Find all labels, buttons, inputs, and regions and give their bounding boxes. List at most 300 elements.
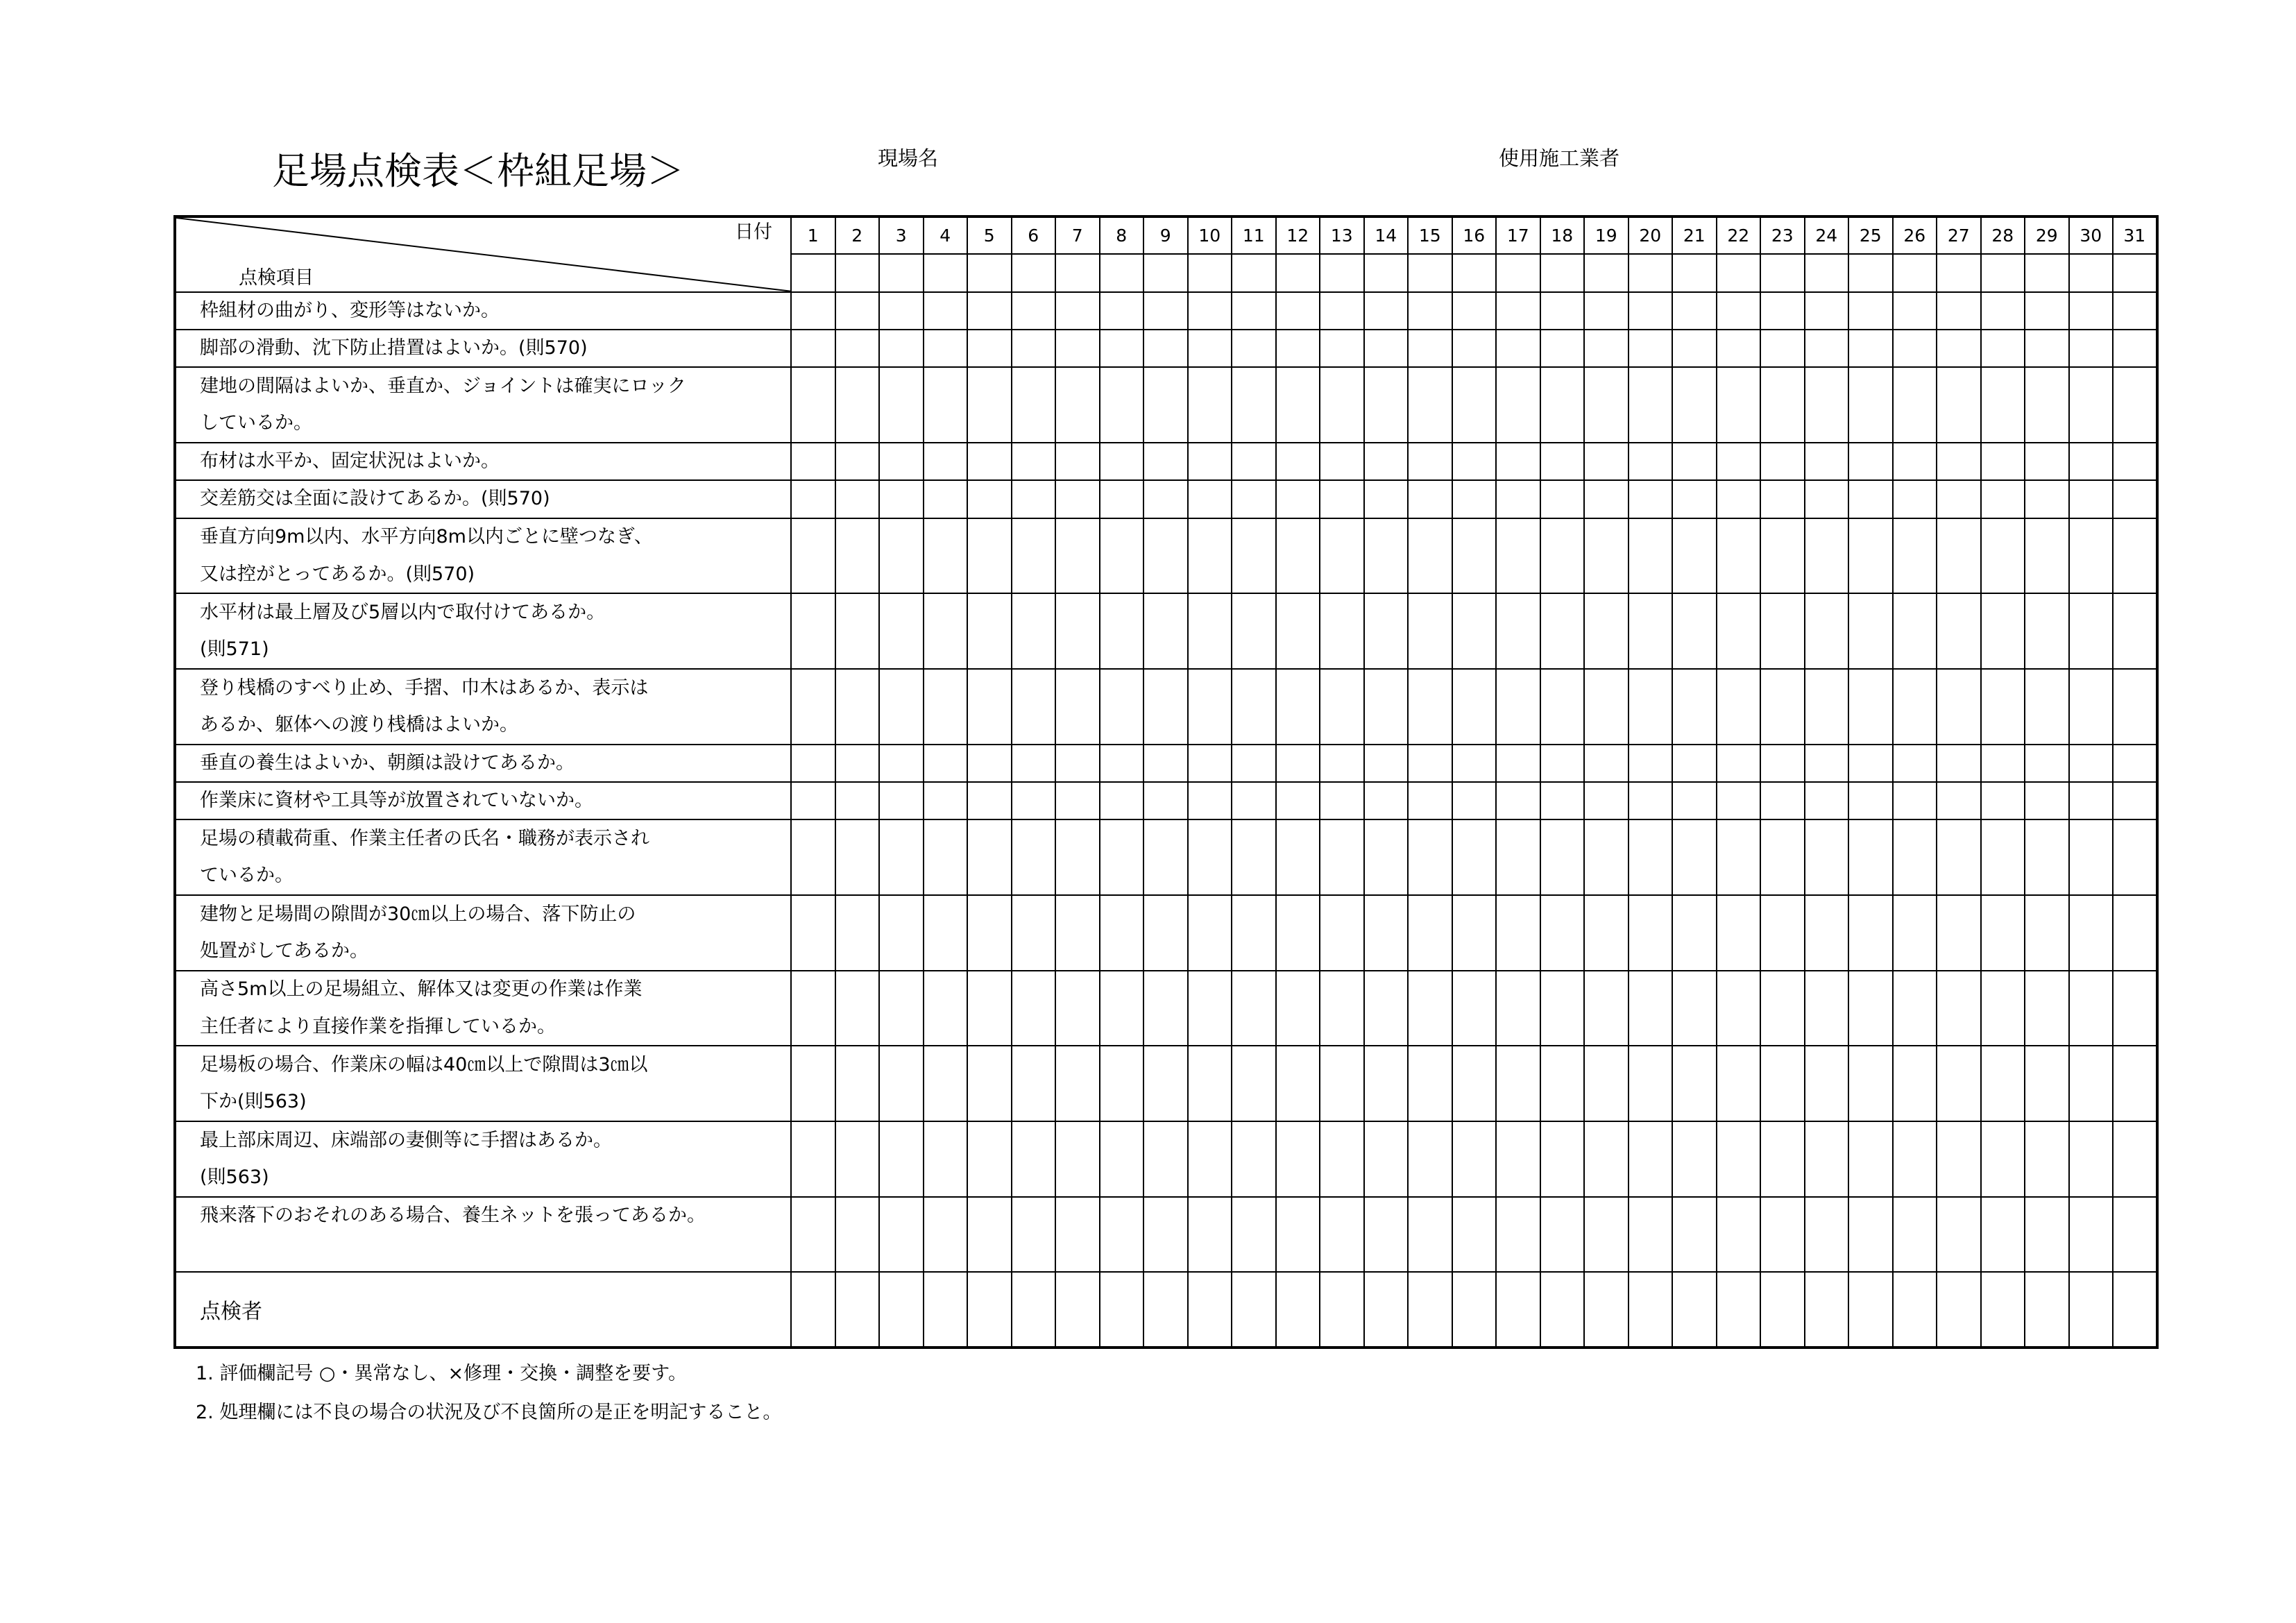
check-cell[interactable] <box>1012 254 1056 291</box>
check-cell[interactable] <box>1496 819 1540 895</box>
check-cell[interactable] <box>1143 895 1188 971</box>
check-cell[interactable] <box>835 480 880 518</box>
check-cell[interactable] <box>2025 745 2069 782</box>
check-cell[interactable] <box>1893 593 1937 669</box>
check-cell[interactable] <box>1188 669 1232 745</box>
check-cell[interactable] <box>1320 330 1364 367</box>
check-cell[interactable] <box>1584 1046 1629 1121</box>
check-cell[interactable] <box>1452 254 1497 291</box>
check-cell[interactable] <box>967 254 1012 291</box>
check-cell[interactable] <box>1364 292 1409 330</box>
check-cell[interactable] <box>1981 819 2025 895</box>
check-cell[interactable] <box>1540 1046 1585 1121</box>
check-cell[interactable] <box>1805 254 1849 291</box>
check-cell[interactable] <box>1893 971 1937 1046</box>
check-cell[interactable] <box>1452 1197 1497 1273</box>
check-cell[interactable] <box>1408 593 1452 669</box>
check-cell[interactable] <box>1981 1046 2025 1121</box>
check-cell[interactable] <box>1055 330 1100 367</box>
check-cell[interactable] <box>1012 819 1056 895</box>
check-cell[interactable] <box>791 1197 835 1273</box>
check-cell[interactable] <box>1937 518 1981 594</box>
check-cell[interactable] <box>1012 782 1056 819</box>
check-cell[interactable] <box>1672 819 1717 895</box>
inspector-signature-cell[interactable] <box>1143 1272 1188 1348</box>
check-cell[interactable] <box>791 745 835 782</box>
check-cell[interactable] <box>1805 971 1849 1046</box>
check-cell[interactable] <box>1717 480 1761 518</box>
check-cell[interactable] <box>1672 669 1717 745</box>
check-cell[interactable] <box>1629 330 1673 367</box>
check-cell[interactable] <box>2113 1046 2157 1121</box>
check-cell[interactable] <box>791 895 835 971</box>
check-cell[interactable] <box>1452 518 1497 594</box>
check-cell[interactable] <box>879 971 924 1046</box>
check-cell[interactable] <box>1848 895 1893 971</box>
check-cell[interactable] <box>1408 1046 1452 1121</box>
check-cell[interactable] <box>2113 1197 2157 1273</box>
check-cell[interactable] <box>1408 895 1452 971</box>
check-cell[interactable] <box>1452 782 1497 819</box>
check-cell[interactable] <box>835 669 880 745</box>
inspector-signature-cell[interactable] <box>1717 1272 1761 1348</box>
check-cell[interactable] <box>1672 443 1717 480</box>
inspector-signature-cell[interactable] <box>2025 1272 2069 1348</box>
check-cell[interactable] <box>1629 480 1673 518</box>
check-cell[interactable] <box>1055 593 1100 669</box>
check-cell[interactable] <box>1452 443 1497 480</box>
inspector-signature-cell[interactable] <box>1937 1272 1981 1348</box>
check-cell[interactable] <box>1276 1046 1320 1121</box>
check-cell[interactable] <box>835 367 880 443</box>
check-cell[interactable] <box>1981 443 2025 480</box>
check-cell[interactable] <box>1100 745 1144 782</box>
check-cell[interactable] <box>967 745 1012 782</box>
inspector-signature-cell[interactable] <box>2113 1272 2157 1348</box>
check-cell[interactable] <box>1408 292 1452 330</box>
check-cell[interactable] <box>1717 330 1761 367</box>
check-cell[interactable] <box>791 593 835 669</box>
check-cell[interactable] <box>879 593 924 669</box>
check-cell[interactable] <box>791 254 835 291</box>
check-cell[interactable] <box>1452 669 1497 745</box>
check-cell[interactable] <box>1672 782 1717 819</box>
check-cell[interactable] <box>1981 669 2025 745</box>
check-cell[interactable] <box>1232 782 1276 819</box>
check-cell[interactable] <box>1100 443 1144 480</box>
check-cell[interactable] <box>1629 1121 1673 1197</box>
check-cell[interactable] <box>1055 745 1100 782</box>
check-cell[interactable] <box>1848 443 1893 480</box>
check-cell[interactable] <box>1452 292 1497 330</box>
check-cell[interactable] <box>1452 593 1497 669</box>
check-cell[interactable] <box>1848 1121 1893 1197</box>
check-cell[interactable] <box>1320 745 1364 782</box>
check-cell[interactable] <box>879 669 924 745</box>
check-cell[interactable] <box>1760 330 1805 367</box>
check-cell[interactable] <box>835 1046 880 1121</box>
check-cell[interactable] <box>1364 895 1409 971</box>
check-cell[interactable] <box>967 443 1012 480</box>
check-cell[interactable] <box>967 782 1012 819</box>
check-cell[interactable] <box>879 292 924 330</box>
check-cell[interactable] <box>1805 1197 1849 1273</box>
check-cell[interactable] <box>1805 669 1849 745</box>
check-cell[interactable] <box>1937 330 1981 367</box>
check-cell[interactable] <box>1893 895 1937 971</box>
check-cell[interactable] <box>1805 819 1849 895</box>
check-cell[interactable] <box>1629 745 1673 782</box>
check-cell[interactable] <box>1893 443 1937 480</box>
check-cell[interactable] <box>1584 443 1629 480</box>
check-cell[interactable] <box>1143 782 1188 819</box>
check-cell[interactable] <box>1937 292 1981 330</box>
check-cell[interactable] <box>1408 480 1452 518</box>
check-cell[interactable] <box>1055 518 1100 594</box>
check-cell[interactable] <box>1364 669 1409 745</box>
inspector-signature-cell[interactable] <box>1232 1272 1276 1348</box>
check-cell[interactable] <box>924 330 968 367</box>
check-cell[interactable] <box>924 819 968 895</box>
check-cell[interactable] <box>1848 819 1893 895</box>
check-cell[interactable] <box>1760 443 1805 480</box>
check-cell[interactable] <box>1364 593 1409 669</box>
check-cell[interactable] <box>2113 669 2157 745</box>
check-cell[interactable] <box>1540 971 1585 1046</box>
check-cell[interactable] <box>879 745 924 782</box>
check-cell[interactable] <box>1496 1197 1540 1273</box>
check-cell[interactable] <box>1717 745 1761 782</box>
check-cell[interactable] <box>1805 330 1849 367</box>
check-cell[interactable] <box>2113 518 2157 594</box>
check-cell[interactable] <box>1805 518 1849 594</box>
check-cell[interactable] <box>1496 443 1540 480</box>
inspector-signature-cell[interactable] <box>1981 1272 2025 1348</box>
check-cell[interactable] <box>1232 745 1276 782</box>
check-cell[interactable] <box>1100 254 1144 291</box>
check-cell[interactable] <box>1452 819 1497 895</box>
check-cell[interactable] <box>835 1197 880 1273</box>
check-cell[interactable] <box>1364 254 1409 291</box>
check-cell[interactable] <box>1717 1046 1761 1121</box>
check-cell[interactable] <box>1143 254 1188 291</box>
check-cell[interactable] <box>1320 1121 1364 1197</box>
check-cell[interactable] <box>1100 819 1144 895</box>
check-cell[interactable] <box>2069 1197 2114 1273</box>
check-cell[interactable] <box>2113 819 2157 895</box>
check-cell[interactable] <box>1276 669 1320 745</box>
inspector-signature-cell[interactable] <box>1893 1272 1937 1348</box>
check-cell[interactable] <box>1188 971 1232 1046</box>
check-cell[interactable] <box>1893 782 1937 819</box>
check-cell[interactable] <box>967 480 1012 518</box>
check-cell[interactable] <box>791 1121 835 1197</box>
inspector-signature-cell[interactable] <box>1188 1272 1232 1348</box>
check-cell[interactable] <box>2069 518 2114 594</box>
check-cell[interactable] <box>2113 593 2157 669</box>
check-cell[interactable] <box>1276 1121 1320 1197</box>
check-cell[interactable] <box>1937 1046 1981 1121</box>
check-cell[interactable] <box>1452 330 1497 367</box>
check-cell[interactable] <box>2069 367 2114 443</box>
check-cell[interactable] <box>835 443 880 480</box>
check-cell[interactable] <box>1893 292 1937 330</box>
check-cell[interactable] <box>1408 782 1452 819</box>
check-cell[interactable] <box>1629 782 1673 819</box>
check-cell[interactable] <box>1672 254 1717 291</box>
inspector-signature-cell[interactable] <box>1452 1272 1497 1348</box>
check-cell[interactable] <box>1496 895 1540 971</box>
check-cell[interactable] <box>1408 367 1452 443</box>
check-cell[interactable] <box>2069 1121 2114 1197</box>
check-cell[interactable] <box>1143 669 1188 745</box>
check-cell[interactable] <box>1276 292 1320 330</box>
check-cell[interactable] <box>924 254 968 291</box>
check-cell[interactable] <box>1143 518 1188 594</box>
check-cell[interactable] <box>967 518 1012 594</box>
check-cell[interactable] <box>1760 593 1805 669</box>
check-cell[interactable] <box>879 254 924 291</box>
check-cell[interactable] <box>1672 593 1717 669</box>
check-cell[interactable] <box>1848 254 1893 291</box>
check-cell[interactable] <box>1893 745 1937 782</box>
check-cell[interactable] <box>1452 745 1497 782</box>
check-cell[interactable] <box>1981 480 2025 518</box>
check-cell[interactable] <box>1629 367 1673 443</box>
check-cell[interactable] <box>1320 518 1364 594</box>
check-cell[interactable] <box>1629 254 1673 291</box>
check-cell[interactable] <box>967 593 1012 669</box>
check-cell[interactable] <box>1981 971 2025 1046</box>
check-cell[interactable] <box>1937 254 1981 291</box>
check-cell[interactable] <box>1760 1121 1805 1197</box>
check-cell[interactable] <box>1188 480 1232 518</box>
check-cell[interactable] <box>1188 745 1232 782</box>
check-cell[interactable] <box>1540 593 1585 669</box>
check-cell[interactable] <box>1760 895 1805 971</box>
check-cell[interactable] <box>2025 593 2069 669</box>
check-cell[interactable] <box>1364 1046 1409 1121</box>
check-cell[interactable] <box>791 518 835 594</box>
check-cell[interactable] <box>879 782 924 819</box>
check-cell[interactable] <box>1760 254 1805 291</box>
inspector-signature-cell[interactable] <box>1540 1272 1585 1348</box>
check-cell[interactable] <box>2113 895 2157 971</box>
check-cell[interactable] <box>2069 1046 2114 1121</box>
check-cell[interactable] <box>1893 1046 1937 1121</box>
check-cell[interactable] <box>1188 443 1232 480</box>
check-cell[interactable] <box>1848 1046 1893 1121</box>
check-cell[interactable] <box>1496 292 1540 330</box>
check-cell[interactable] <box>1055 1197 1100 1273</box>
check-cell[interactable] <box>1452 480 1497 518</box>
check-cell[interactable] <box>1012 971 1056 1046</box>
check-cell[interactable] <box>2025 480 2069 518</box>
check-cell[interactable] <box>2113 745 2157 782</box>
check-cell[interactable] <box>1320 895 1364 971</box>
check-cell[interactable] <box>1629 895 1673 971</box>
check-cell[interactable] <box>967 1197 1012 1273</box>
check-cell[interactable] <box>924 593 968 669</box>
check-cell[interactable] <box>1143 971 1188 1046</box>
check-cell[interactable] <box>1981 782 2025 819</box>
check-cell[interactable] <box>1584 1197 1629 1273</box>
check-cell[interactable] <box>1760 518 1805 594</box>
inspector-signature-cell[interactable] <box>1276 1272 1320 1348</box>
check-cell[interactable] <box>1055 1121 1100 1197</box>
check-cell[interactable] <box>1320 1197 1364 1273</box>
check-cell[interactable] <box>967 292 1012 330</box>
check-cell[interactable] <box>1143 1197 1188 1273</box>
check-cell[interactable] <box>1540 480 1585 518</box>
check-cell[interactable] <box>1760 367 1805 443</box>
check-cell[interactable] <box>1055 1046 1100 1121</box>
check-cell[interactable] <box>2069 292 2114 330</box>
check-cell[interactable] <box>1143 292 1188 330</box>
check-cell[interactable] <box>1012 1121 1056 1197</box>
check-cell[interactable] <box>1320 443 1364 480</box>
check-cell[interactable] <box>1232 971 1276 1046</box>
check-cell[interactable] <box>1717 971 1761 1046</box>
check-cell[interactable] <box>1496 971 1540 1046</box>
check-cell[interactable] <box>1143 819 1188 895</box>
check-cell[interactable] <box>1012 1197 1056 1273</box>
check-cell[interactable] <box>2069 745 2114 782</box>
check-cell[interactable] <box>1717 1197 1761 1273</box>
check-cell[interactable] <box>1584 669 1629 745</box>
check-cell[interactable] <box>1760 819 1805 895</box>
check-cell[interactable] <box>2113 1121 2157 1197</box>
check-cell[interactable] <box>2113 330 2157 367</box>
check-cell[interactable] <box>1452 1121 1497 1197</box>
check-cell[interactable] <box>1937 367 1981 443</box>
check-cell[interactable] <box>1848 518 1893 594</box>
check-cell[interactable] <box>1893 1197 1937 1273</box>
check-cell[interactable] <box>1276 895 1320 971</box>
check-cell[interactable] <box>2025 1121 2069 1197</box>
check-cell[interactable] <box>1232 367 1276 443</box>
check-cell[interactable] <box>791 1046 835 1121</box>
check-cell[interactable] <box>835 782 880 819</box>
check-cell[interactable] <box>967 895 1012 971</box>
check-cell[interactable] <box>1672 330 1717 367</box>
check-cell[interactable] <box>2025 1197 2069 1273</box>
check-cell[interactable] <box>1012 895 1056 971</box>
check-cell[interactable] <box>1629 292 1673 330</box>
check-cell[interactable] <box>2025 782 2069 819</box>
check-cell[interactable] <box>835 895 880 971</box>
check-cell[interactable] <box>1584 292 1629 330</box>
check-cell[interactable] <box>1232 330 1276 367</box>
check-cell[interactable] <box>1100 367 1144 443</box>
check-cell[interactable] <box>1584 782 1629 819</box>
check-cell[interactable] <box>1143 1046 1188 1121</box>
check-cell[interactable] <box>2113 480 2157 518</box>
check-cell[interactable] <box>1805 1121 1849 1197</box>
check-cell[interactable] <box>1012 330 1056 367</box>
check-cell[interactable] <box>1981 518 2025 594</box>
check-cell[interactable] <box>1760 745 1805 782</box>
check-cell[interactable] <box>1276 745 1320 782</box>
check-cell[interactable] <box>1540 367 1585 443</box>
check-cell[interactable] <box>2113 782 2157 819</box>
check-cell[interactable] <box>1276 254 1320 291</box>
check-cell[interactable] <box>1276 1197 1320 1273</box>
check-cell[interactable] <box>2025 367 2069 443</box>
check-cell[interactable] <box>1012 367 1056 443</box>
check-cell[interactable] <box>1188 367 1232 443</box>
check-cell[interactable] <box>1452 1046 1497 1121</box>
check-cell[interactable] <box>1760 782 1805 819</box>
check-cell[interactable] <box>1232 1046 1276 1121</box>
check-cell[interactable] <box>1760 292 1805 330</box>
check-cell[interactable] <box>879 1197 924 1273</box>
check-cell[interactable] <box>1540 895 1585 971</box>
check-cell[interactable] <box>1320 1046 1364 1121</box>
check-cell[interactable] <box>791 669 835 745</box>
check-cell[interactable] <box>1584 480 1629 518</box>
check-cell[interactable] <box>924 669 968 745</box>
check-cell[interactable] <box>1188 819 1232 895</box>
check-cell[interactable] <box>1012 518 1056 594</box>
check-cell[interactable] <box>2025 669 2069 745</box>
check-cell[interactable] <box>1320 480 1364 518</box>
check-cell[interactable] <box>1364 480 1409 518</box>
check-cell[interactable] <box>1496 593 1540 669</box>
check-cell[interactable] <box>1805 782 1849 819</box>
check-cell[interactable] <box>1937 480 1981 518</box>
check-cell[interactable] <box>1584 819 1629 895</box>
check-cell[interactable] <box>1629 443 1673 480</box>
check-cell[interactable] <box>835 593 880 669</box>
inspector-signature-cell[interactable] <box>924 1272 968 1348</box>
check-cell[interactable] <box>1320 819 1364 895</box>
check-cell[interactable] <box>1408 518 1452 594</box>
check-cell[interactable] <box>2113 292 2157 330</box>
check-cell[interactable] <box>1100 669 1144 745</box>
check-cell[interactable] <box>1672 1197 1717 1273</box>
check-cell[interactable] <box>1276 593 1320 669</box>
check-cell[interactable] <box>1496 669 1540 745</box>
check-cell[interactable] <box>1320 593 1364 669</box>
check-cell[interactable] <box>1717 254 1761 291</box>
check-cell[interactable] <box>924 480 968 518</box>
check-cell[interactable] <box>1100 518 1144 594</box>
check-cell[interactable] <box>1452 895 1497 971</box>
check-cell[interactable] <box>1629 971 1673 1046</box>
check-cell[interactable] <box>1452 367 1497 443</box>
check-cell[interactable] <box>1848 367 1893 443</box>
check-cell[interactable] <box>1540 782 1585 819</box>
check-cell[interactable] <box>1408 1121 1452 1197</box>
check-cell[interactable] <box>1320 971 1364 1046</box>
check-cell[interactable] <box>1452 971 1497 1046</box>
check-cell[interactable] <box>1364 330 1409 367</box>
check-cell[interactable] <box>1055 443 1100 480</box>
check-cell[interactable] <box>2069 819 2114 895</box>
check-cell[interactable] <box>1717 895 1761 971</box>
check-cell[interactable] <box>967 819 1012 895</box>
check-cell[interactable] <box>1055 367 1100 443</box>
check-cell[interactable] <box>1408 443 1452 480</box>
check-cell[interactable] <box>924 1046 968 1121</box>
check-cell[interactable] <box>1496 1121 1540 1197</box>
check-cell[interactable] <box>1496 1046 1540 1121</box>
check-cell[interactable] <box>1232 254 1276 291</box>
check-cell[interactable] <box>1143 593 1188 669</box>
check-cell[interactable] <box>1055 669 1100 745</box>
check-cell[interactable] <box>1937 443 1981 480</box>
